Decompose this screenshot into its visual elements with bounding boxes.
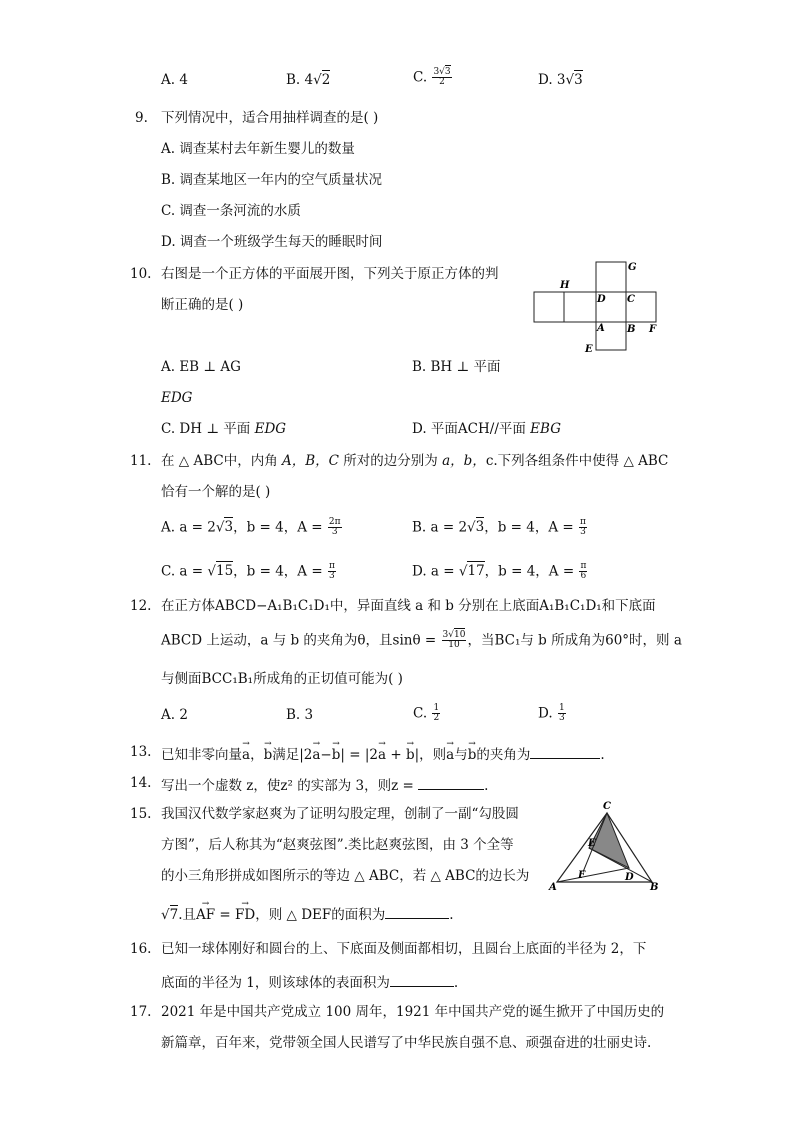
q9-option-d: D. 调查一个班级学生每天的睡眠时间 [161,234,383,250]
q8-option-c: C. $\frac{3√3}{2}$ [413,67,451,88]
q15-stem-line3: 的小三角形拼成如图所示的等边 △ ABC，若 △ ABC的边长为 [161,868,530,884]
net-label-b: B [627,324,636,335]
fig15-label-a: A [549,882,557,893]
q12-stem-line1: 在正方体ABCD−A₁B₁C₁D₁中，异面直线 a 和 b 分别在上底面A₁B₁C₁D₁和下底面 [161,598,656,614]
fig15-label-d: D [625,872,634,883]
net-label-h: H [560,280,570,291]
q9-option-a: A. 调查某村去年新生婴儿的数量 [161,141,355,157]
q12-option-a: A. 2 [161,707,188,723]
net-label-c: C [627,294,635,305]
q12-option-b: B. 3 [286,707,314,723]
q15-number: 15. [130,806,152,822]
q11-option-b: B. a = 2√3，b = 4，A = $\frac{\pi}{3}$ [412,517,586,538]
q16-answer-blank [390,974,454,987]
q12-number: 12. [130,598,152,614]
q8-option-d: D. 3√3 [538,72,583,88]
fig15-label-c: C [603,801,611,812]
q11-option-a: A. a = 2√3，b = 4，A = $\frac{2\pi}{3}$ [161,517,341,538]
q10-option-b: B. BH ⊥ 平面 [412,359,501,375]
fig15-label-e: E [588,838,596,849]
q12-stem-line2: ABCD 上运动，a 与 b 的夹角为θ，且sinθ = $\frac{3√10}{10}$ ，当BC₁与 b 所成角为60°时，则 a [161,630,682,651]
net-label-a: A [597,323,605,334]
q9-option-c: C. 调查一条河流的水质 [161,203,301,219]
net-square-1 [534,292,564,322]
q11-option-d: D. a = √17，b = 4，A = $\frac{\pi}{6}$ [412,561,587,582]
net-square-2 [564,292,596,322]
q17-stem-line1: 2021 年是中国共产党成立 100 周年，1921 年中国共产党的诞生掀开了中国历史的 [161,1004,665,1020]
q10-option-b-cont: EDG [161,390,193,406]
q13-stem: 已知非零向量→ a，→ b满足|2→ a−→ b| = |2→ a + → b|，则→ a与→ b的夹角为 . [161,746,605,763]
q16-stem-line1: 已知一球体刚好和圆台的上、下底面及侧面都相切，且圆台上底面的半径为 2，下 [161,941,647,957]
q13-number: 13. [130,744,152,760]
q8-option-a: A. 4 [161,72,188,88]
net-label-g: G [628,262,637,273]
q17-stem-line2: 新篇章，百年来，党带领全国人民谱写了中华民族自强不息、顽强奋进的壮丽史诗. [161,1035,652,1051]
q16-stem-line2: 底面的半径为 1，则该球体的表面积为 . [161,975,459,991]
line-a-to-d [557,868,629,882]
fig15-label-b: B [650,882,659,893]
q11-number: 11. [130,453,152,469]
q14-answer-blank [418,777,484,790]
q12-option-d: D. $\frac{1}{3}$ [538,703,565,724]
q14-number: 14. [130,775,152,791]
net-label-e: E [585,344,593,355]
net-label-f: F [649,324,657,335]
q14-stem: 写出一个虚数 z，使z² 的实部为 3，则z = . [161,778,489,794]
q15-stem-line4: √7.且→ AF = → FD，则 △ DEF的面积为 . [161,906,454,923]
q10-number: 10. [130,266,152,282]
q10-stem-line2: 断正确的是( ) [161,297,244,313]
q17-number: 17. [130,1004,152,1020]
q10-option-a: A. EB ⊥ AG [161,359,241,375]
q13-answer-blank [530,746,600,759]
net-square-top [596,262,626,292]
zhao-shuang-figure [543,796,663,896]
fig15-label-f: F [578,870,586,881]
q9-number: 9. [135,110,148,126]
q12-stem-line3: 与侧面BCC₁B₁所成角的正切值可能为( ) [161,671,403,687]
q10-option-c: C. DH ⊥ 平面 EDG [161,421,287,437]
q9-option-b: B. 调查某地区一年内的空气质量状况 [161,172,383,188]
q15-answer-blank [385,906,449,919]
q16-number: 16. [130,941,152,957]
q12-option-c: C. $\frac{1}{2}$ [413,703,440,724]
q9-stem: 下列情况中，适合用抽样调查的是( ) [161,110,379,126]
q10-stem-line1: 右图是一个正方体的平面展开图，下列关于原正方体的判 [161,266,499,282]
q15-stem-line2: 方图”，后人称其为“赵爽弦图”.类比赵爽弦图，由 3 个全等 [161,837,514,853]
q10-option-d: D. 平面ACH//平面 EBG [412,421,561,437]
net-label-d: D [597,294,606,305]
q11-option-c: C. a = √15，b = 4，A = $\frac{\pi}{3}$ [161,561,335,582]
q8-option-b: B. 4√2 [286,72,331,88]
q15-stem-line1: 我国汉代数学家赵爽为了证明勾股定理，创制了一副“勾股圆 [161,806,519,822]
q11-stem-line1: 在 △ ABC中，内角 A，B，C 所对的边分别为 a，b，c.下列各组条件中使得 △ ABC [161,453,669,469]
q11-stem-line2: 恰有一个解的是( ) [161,484,271,500]
cube-net-figure [530,256,660,356]
